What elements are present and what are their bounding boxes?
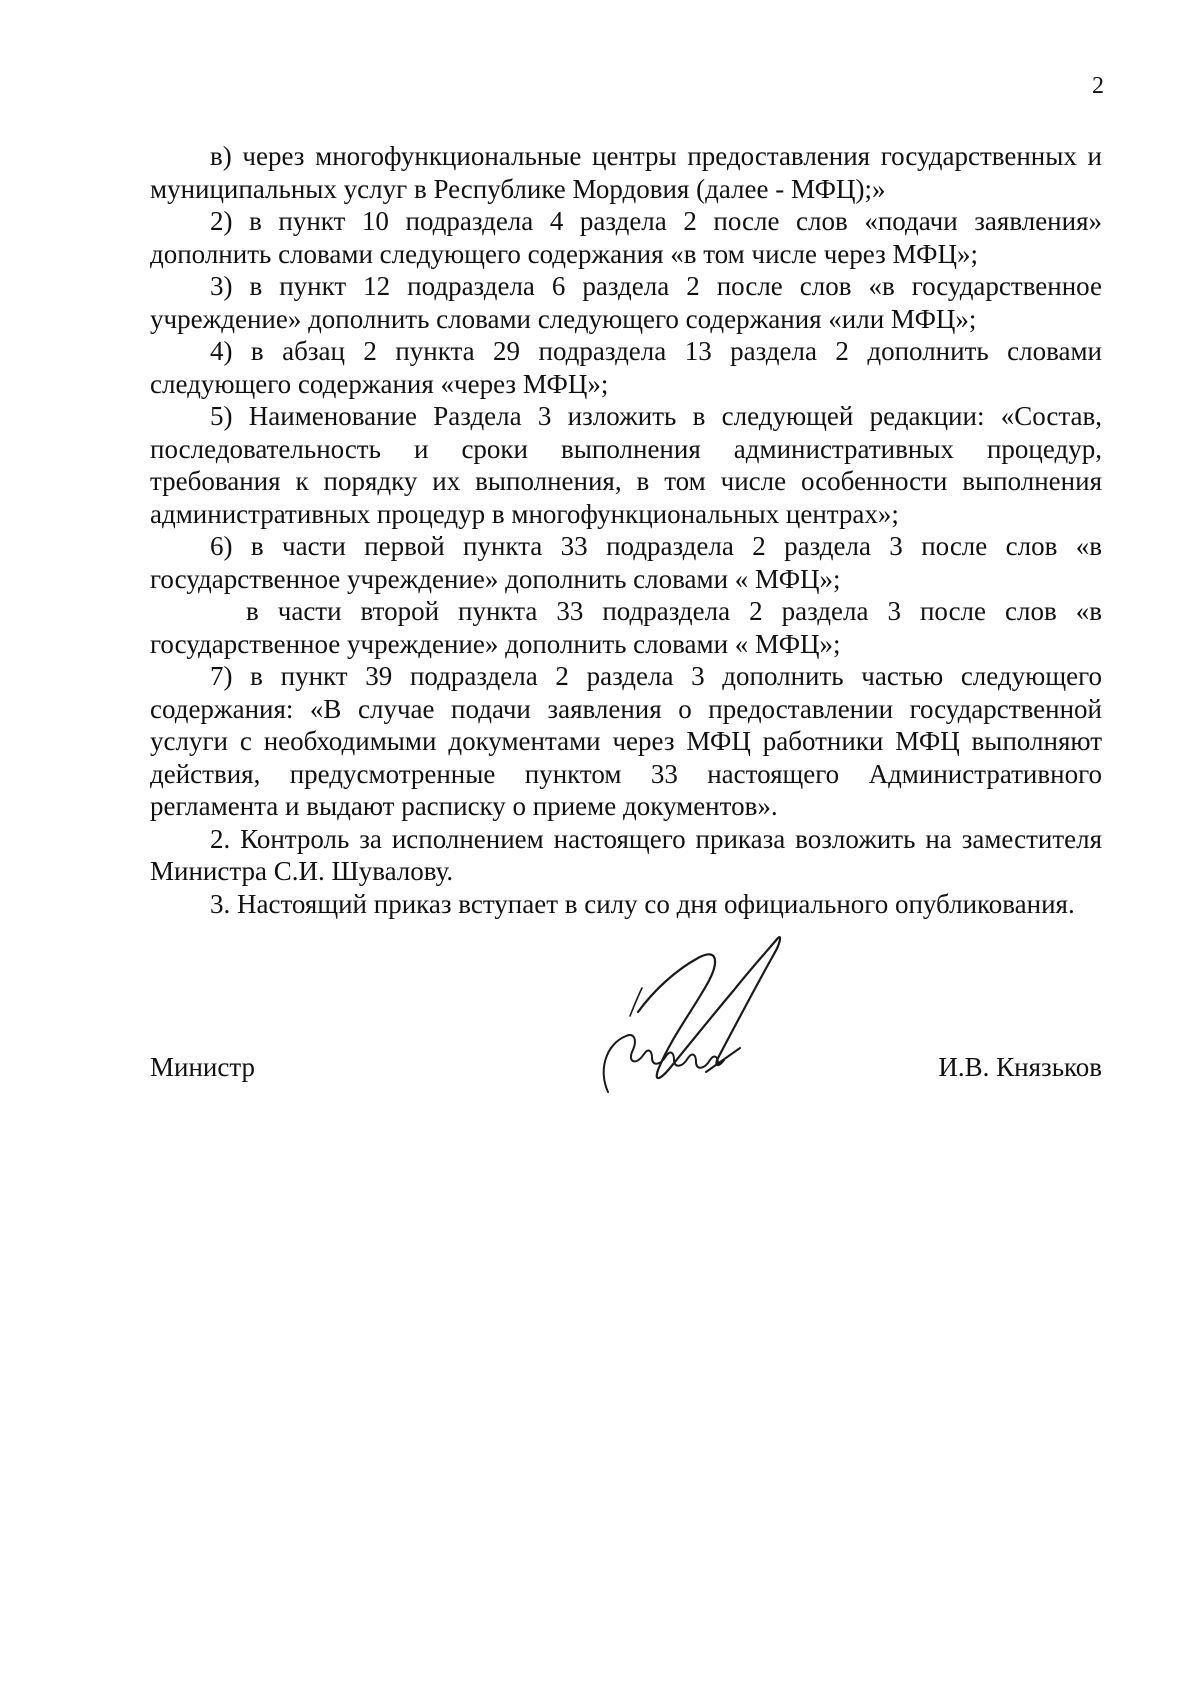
- paragraph-effective-date: 3. Настоящий приказ вступает в силу со дня официального опубликования.: [210, 888, 1075, 919]
- paragraph-control: 2. Контроль за исполнением настоящего приказа возложить на заместителя Министра С.И. Шувалову.: [150, 823, 1102, 886]
- signature-stroke: [638, 937, 780, 1078]
- signatory-name: И.В. Князьков: [938, 1052, 1102, 1082]
- handwritten-signature: [590, 920, 790, 1095]
- paragraph-amendment-6-part-2: в части второй пункта 33 подраздела 2 раздела 3 после слов «в государственное учреждение» дополнить словами « МФЦ»;: [150, 596, 1102, 659]
- paragraph-amendment-4: 4) в абзац 2 пункта 29 подраздела 13 раздела 2 дополнить словами следующего содержания «через МФЦ»;: [150, 336, 1102, 399]
- paragraph-amendment-7: 7) в пункт 39 подраздела 2 раздела 3 дополнить частью следующего содержания: «В случае подачи заявления о предоставлении государственной услуги с необходимыми документами через МФЦ работники МФЦ выполняют действия, предусмотренные пунктом 33 настоящего Административного регламента и выдают расписку о приеме документов».: [150, 661, 1102, 821]
- paragraph-amendment-3: 3) в пункт 12 подраздела 6 раздела 2 после слов «в государственное учреждение» дополнить словами следующего содержания «или МФЦ»;: [150, 271, 1102, 334]
- paragraph-amendment-6: 6) в части первой пункта 33 подраздела 2 раздела 3 после слов «в государственное учреждение» дополнить словами « МФЦ»;: [150, 531, 1102, 594]
- paragraph-amendment-2: 2) в пункт 10 подраздела 4 раздела 2 после слов «подачи заявления» дополнить словами следующего содержания «в том числе через МФЦ»;: [150, 206, 1102, 269]
- signatory-title: Министр: [150, 1052, 255, 1082]
- paragraph-item-v: в) через многофункциональные центры предоставления государственных и муниципальных услуг в Республике Мордовия (далее - МФЦ);»: [150, 141, 1102, 204]
- document-body: [150, 140, 1102, 920]
- page-number: 2: [1092, 73, 1104, 99]
- signature-stroke: [630, 988, 642, 1016]
- paragraph-amendment-5: 5) Наименование Раздела 3 изложить в следующей редакции: «Состав, последовательность и сроки выполнения административных процедур, требования к порядку их выполнения, в том числе особенности выполнения административных процедур в многофункциональных центрах»;: [150, 401, 1102, 529]
